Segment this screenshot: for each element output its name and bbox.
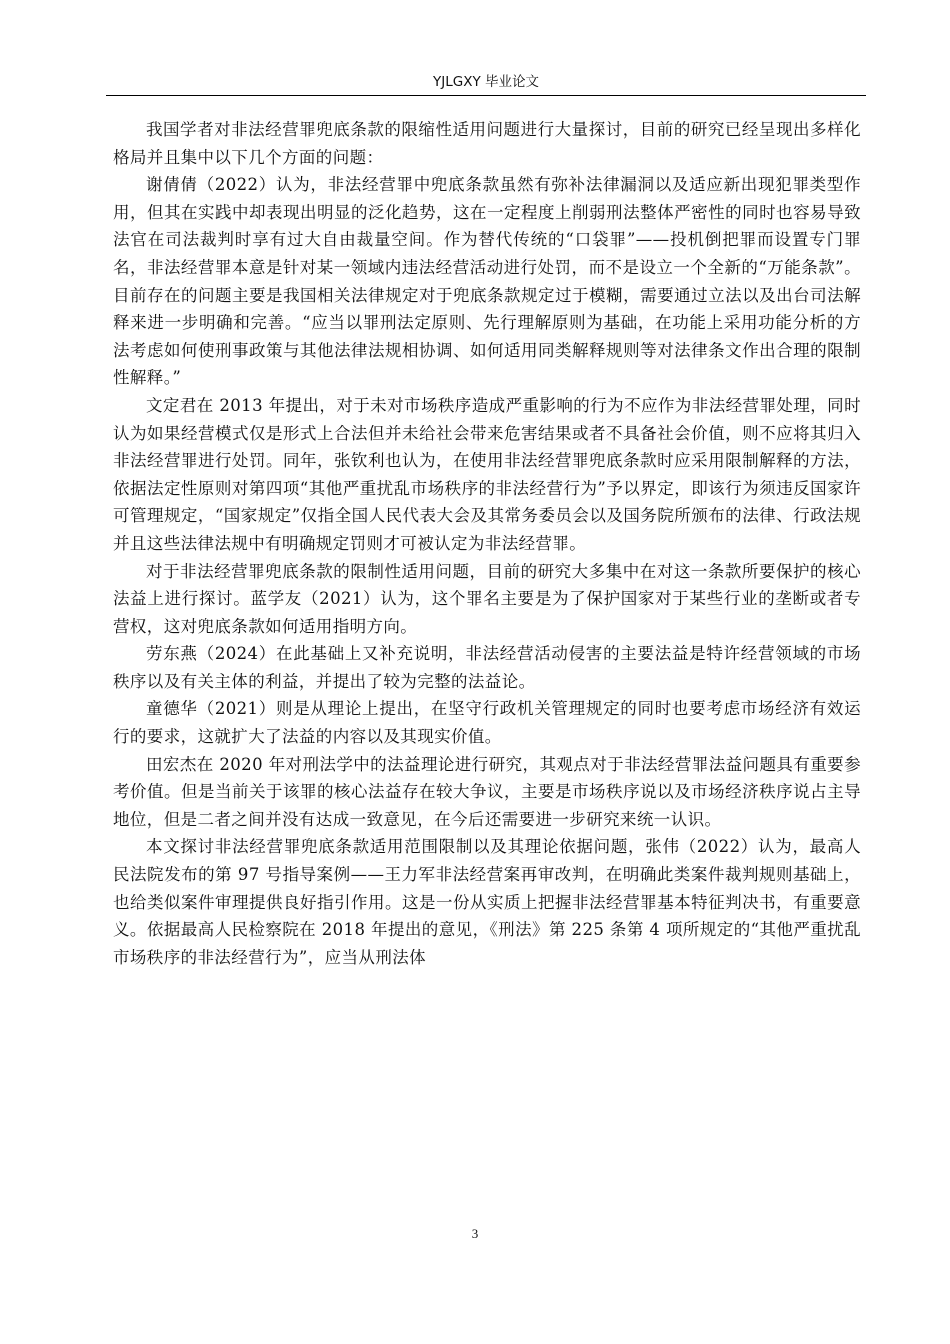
header-divider (106, 95, 866, 96)
running-header: YJLGXY 毕业论文 (433, 74, 539, 90)
paragraph-xie-qianqian: 谢倩倩（2022）认为，非法经营罪中兜底条款虽然有弥补法律漏洞以及适应新出现犯罪类型作用，但其在实践中却表现出明显的泛化趋势，这在一定程度上削弱刑法整体严密性的同时也容易导致法官在司法裁判时享有过大自由裁量空间。作为替代传统的“口袋罪”——投机倒把罪而设置专门罪名，非法经营罪本意是针对某一领域内违法经营活动进行处罚，而不是设立一个全新的“万能条款”。目前存在的问题主要是我国相关法律规定对于兜底条款规定过于模糊，需要通过立法以及出台司法解释来进一步明确和完善。“应当以罪刑法定原则、先行理解原则为基础，在功能上采用功能分析的方法考虑如何使刑事政策与其他法律法规相协调、如何适用同类解释规则等对法律条文作出合理的限制性解释。” (113, 175, 861, 388)
paragraph-lan-xueyou: 对于非法经营罪兜底条款的限制性适用问题，目前的研究大多集中在对这一条款所要保护的核心法益上进行探讨。蓝学友（2021）认为，这个罪名主要是为了保护国家对于某些行业的垄断或者专营权，这对兜底条款如何适用指明方向。 (113, 561, 861, 636)
paragraph-tong-dehua: 童德华（2021）则是从理论上提出，在坚守行政机关管理规定的同时也要考虑市场经济有效运行的要求，这就扩大了法益的内容以及其现实价值。 (113, 699, 861, 747)
paragraph-tian-hongjie: 田宏杰在 2020 年对刑法学中的法益理论进行研究，其观点对于非法经营罪法益问题具有重要参考价值。但是当前关于该罪的核心法益存在较大争议，主要是市场秩序说以及市场经济秩序说占主导地位，但是二者之间并没有达成一致意见，在今后还需要进一步研究来统一认识。 (113, 754, 861, 829)
paragraph-intro: 我国学者对非法经营罪兜底条款的限缩性适用问题进行大量探讨，目前的研究已经呈现出多样化格局并且集中以下几个方面的问题： (113, 120, 861, 167)
paragraph-lao-dongyan: 劳东燕（2024）在此基础上又补充说明，非法经营活动侵害的主要法益是特许经营领域的市场秩序以及有关主体的利益，并提出了较为完整的法益论。 (113, 644, 861, 691)
paragraph-zhang-wei: 本文探讨非法经营罪兜底条款适用范围限制以及其理论依据问题，张伟（2022）认为，最高人民法院发布的第 97 号指导案例——王力军非法经营案再审改判，在明确此类案件裁判规则基础上，也给类似案件审理提供良好指引作用。这是一份从实质上把握非法经营罪基本特征判决书，有重要意义。依据最高人民检察院在 2018 年提出的意见，《刑法》第 225 条第 4 项所规定的“其他严重扰乱市场秩序的非法经营行为”，应当从刑法体 (113, 837, 861, 967)
paragraph-wen-dingjun: 文定君在 2013 年提出，对于未对市场秩序造成严重影响的行为不应作为非法经营罪处理，同时认为如果经营模式仅是形式上合法但并未给社会带来危害结果或者不具备社会价值，则不应将其归入非法经营罪进行处罚。同年，张钦利也认为，在使用非法经营罪兜底条款时应采用限制解释的方法，依据法定性原则对第四项“其他严重扰乱市场秩序的非法经营行为”予以界定，即该行为须违反国家许可管理规定，“国家规定”仅指全国人民代表大会及其常务委员会以及国务院所颁布的法律、行政法规并且这些法律法规中有明确规定罚则才可被认定为非法经营罪。 (113, 395, 861, 553)
body-text (113, 116, 861, 971)
page-number: 3 (471, 1226, 479, 1241)
